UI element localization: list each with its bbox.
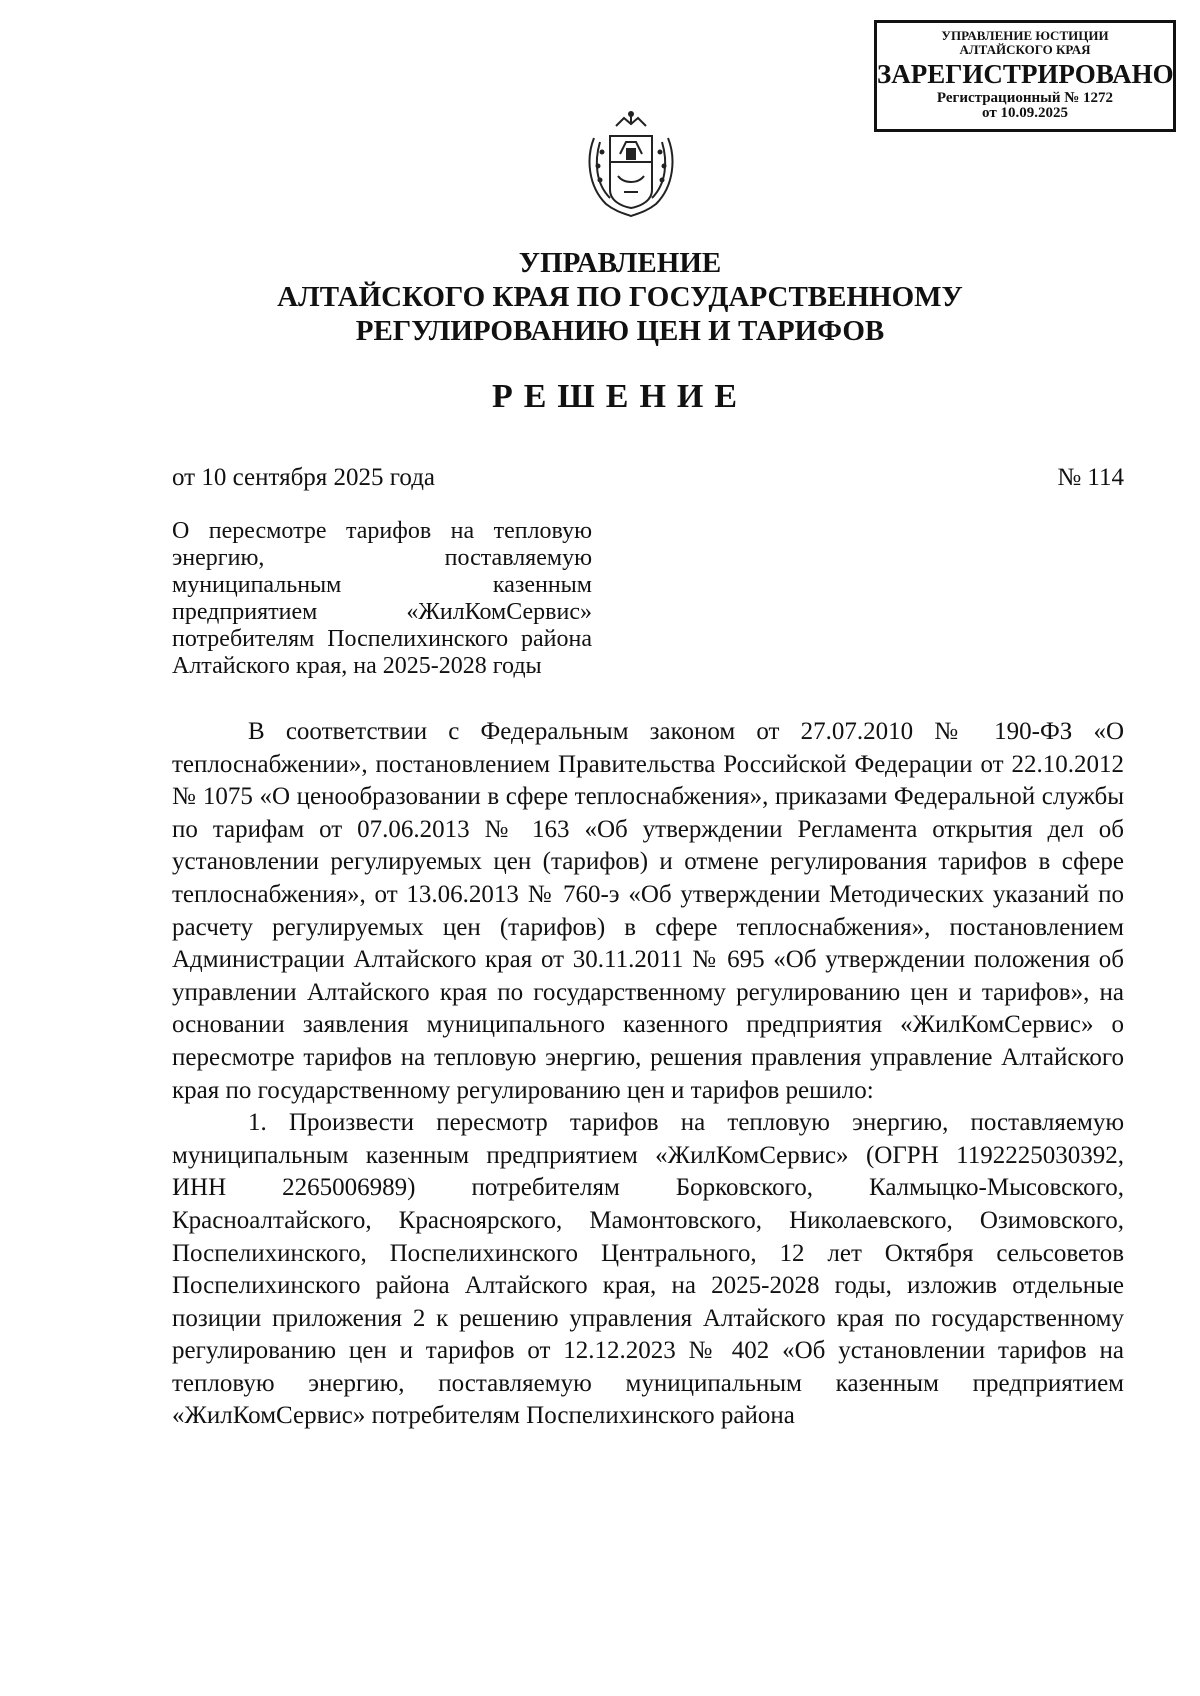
coat-of-arms-icon [580,108,682,220]
document-body [172,716,1124,1433]
header-line-3: РЕГУЛИРОВАНИЮ ЦЕН И ТАРИФОВ [355,315,885,347]
body-paragraph: 1. Произвести пересмотр тарифов на тепловую энергию, поставляемую муниципальным казенным предприятием «ЖилКомСервис» (ОГРН 1192225030392, ИНН 2265006989) потребителям Борковского, Калмыцко-Мысовского, Красноалтайского, Красноярского, Мамонтовского, Николаевского, Озимовского, Поспелихинского, Поспелихинского Центрального, 12 лет Октября сельсоветов Поспелихинского района Алтайского края, на 2025-2028 годы, изложив отдельные позиции приложения 2 к решению управления Алтайского края по государственному регулированию цен и тарифов от 12.12.2023 № 402 «Об установлении тарифов на тепловую энергию, поставляемую муниципальным казенным предприятием «ЖилКомСервис» потребителям Поспелихинского района [172,1109,1124,1430]
document-date: от 10 сентября 2025 года [172,464,436,491]
header-line-1: УПРАВЛЕНИЕ [518,247,722,279]
document-number: № 114 [1057,464,1124,491]
body-paragraph: В соответствии с Федеральным законом от 27.07.2010 № 190-ФЗ «О теплоснабжении», постановлением Правительства Российской Федерации от 22.10.2012 № 1075 «О ценообразовании в сфере теплоснабжения», приказами Федеральной службы по тарифам от 07.06.2013 № 163 «Об утверждении Регламента открытия дел об установлении регулируемых цен (тарифов) и отмене регулирования тарифов в сфере теплоснабжения», от 13.06.2013 № 760-э «Об утверждении Методических указаний по расчету регулируемых цен (тарифов) в сфере теплоснабжения», постановлением Администрации Алтайского края от 30.11.2011 № 695 «Об утверждении положения об управлении Алтайского края по государственному регулированию цен и тарифов», на основании заявления муниципального казенного предприятия «ЖилКомСервис» о пересмотре тарифов на тепловую энергию, решения правления управление Алтайского края по государственному регулированию цен и тарифов решило: [172,718,1124,1104]
stamp-line-2: АЛТАЙСКОГО КРАЯ [959,41,1091,57]
stamp-reg-number: Регистрационный № 1272 [936,89,1114,106]
stamp-status: ЗАРЕГИСТРИРОВАНО [877,59,1174,90]
stamp-reg-date: от 10.09.2025 [982,105,1068,122]
registration-stamp [874,20,1176,132]
header-line-2: АЛТАЙСКОГО КРАЯ ПО ГОСУДАРСТВЕННОМУ [277,281,963,313]
stamp-line-1: УПРАВЛЕНИЕ ЮСТИЦИИ [941,28,1109,43]
issuer-header [150,246,1090,348]
document-subject: О пересмотре тарифов на тепловую энергию, поставляемую муниципальным казенным предприятием «ЖилКомСервис» потребителям Поспелихинского района Алтайского края, на 2025-2028 годы [172,518,592,679]
document-title: РЕШЕНИЕ [491,378,749,415]
